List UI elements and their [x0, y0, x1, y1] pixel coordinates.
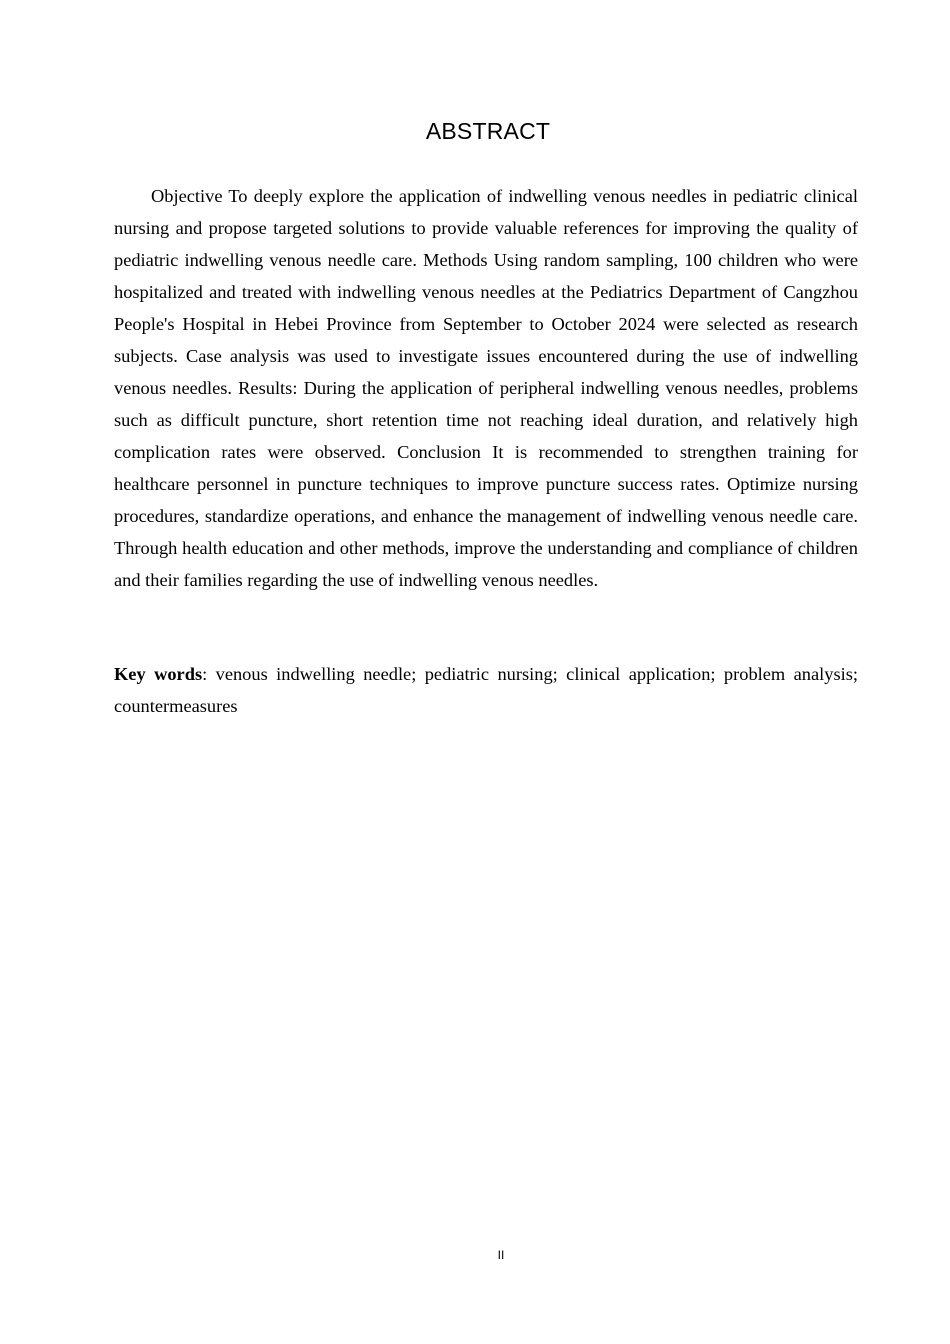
abstract-title: ABSTRACT [425, 118, 551, 144]
keywords-list: : venous indwelling needle; pediatric nursing; clinical application; problem analysis; countermeasures [114, 664, 858, 716]
page-number: II [497, 1248, 505, 1262]
abstract-paragraph: Objective To deeply explore the application of indwelling venous needles in pediatric clinical nursing and propose targeted solutions to provide valuable references for improving the quality of pediatric indwelling venous needle care. Methods Using random sampling, 100 children who were hospitalized and treated with indwelling venous needles at the Pediatrics Department of Cangzhou People's Hospital in Hebei Province from September to October 2024 were selected as research subjects. Case analysis was used to investigate issues encountered during the use of indwelling venous needles. Results: During the application of peripheral indwelling venous needles, problems such as difficult puncture, short retention time not reaching ideal duration, and relatively high complication rates were observed. Conclusion It is recommended to strengthen training for healthcare personnel in puncture techniques to improve puncture success rates. Optimize nursing procedures, standardize operations, and enhance the management of indwelling venous needle care. Through health education and other methods, improve the understanding and compliance of children and their families regarding the use of indwelling venous needles. [114, 186, 858, 590]
keywords-label: Key words [114, 664, 203, 684]
keywords-paragraph [114, 658, 858, 722]
